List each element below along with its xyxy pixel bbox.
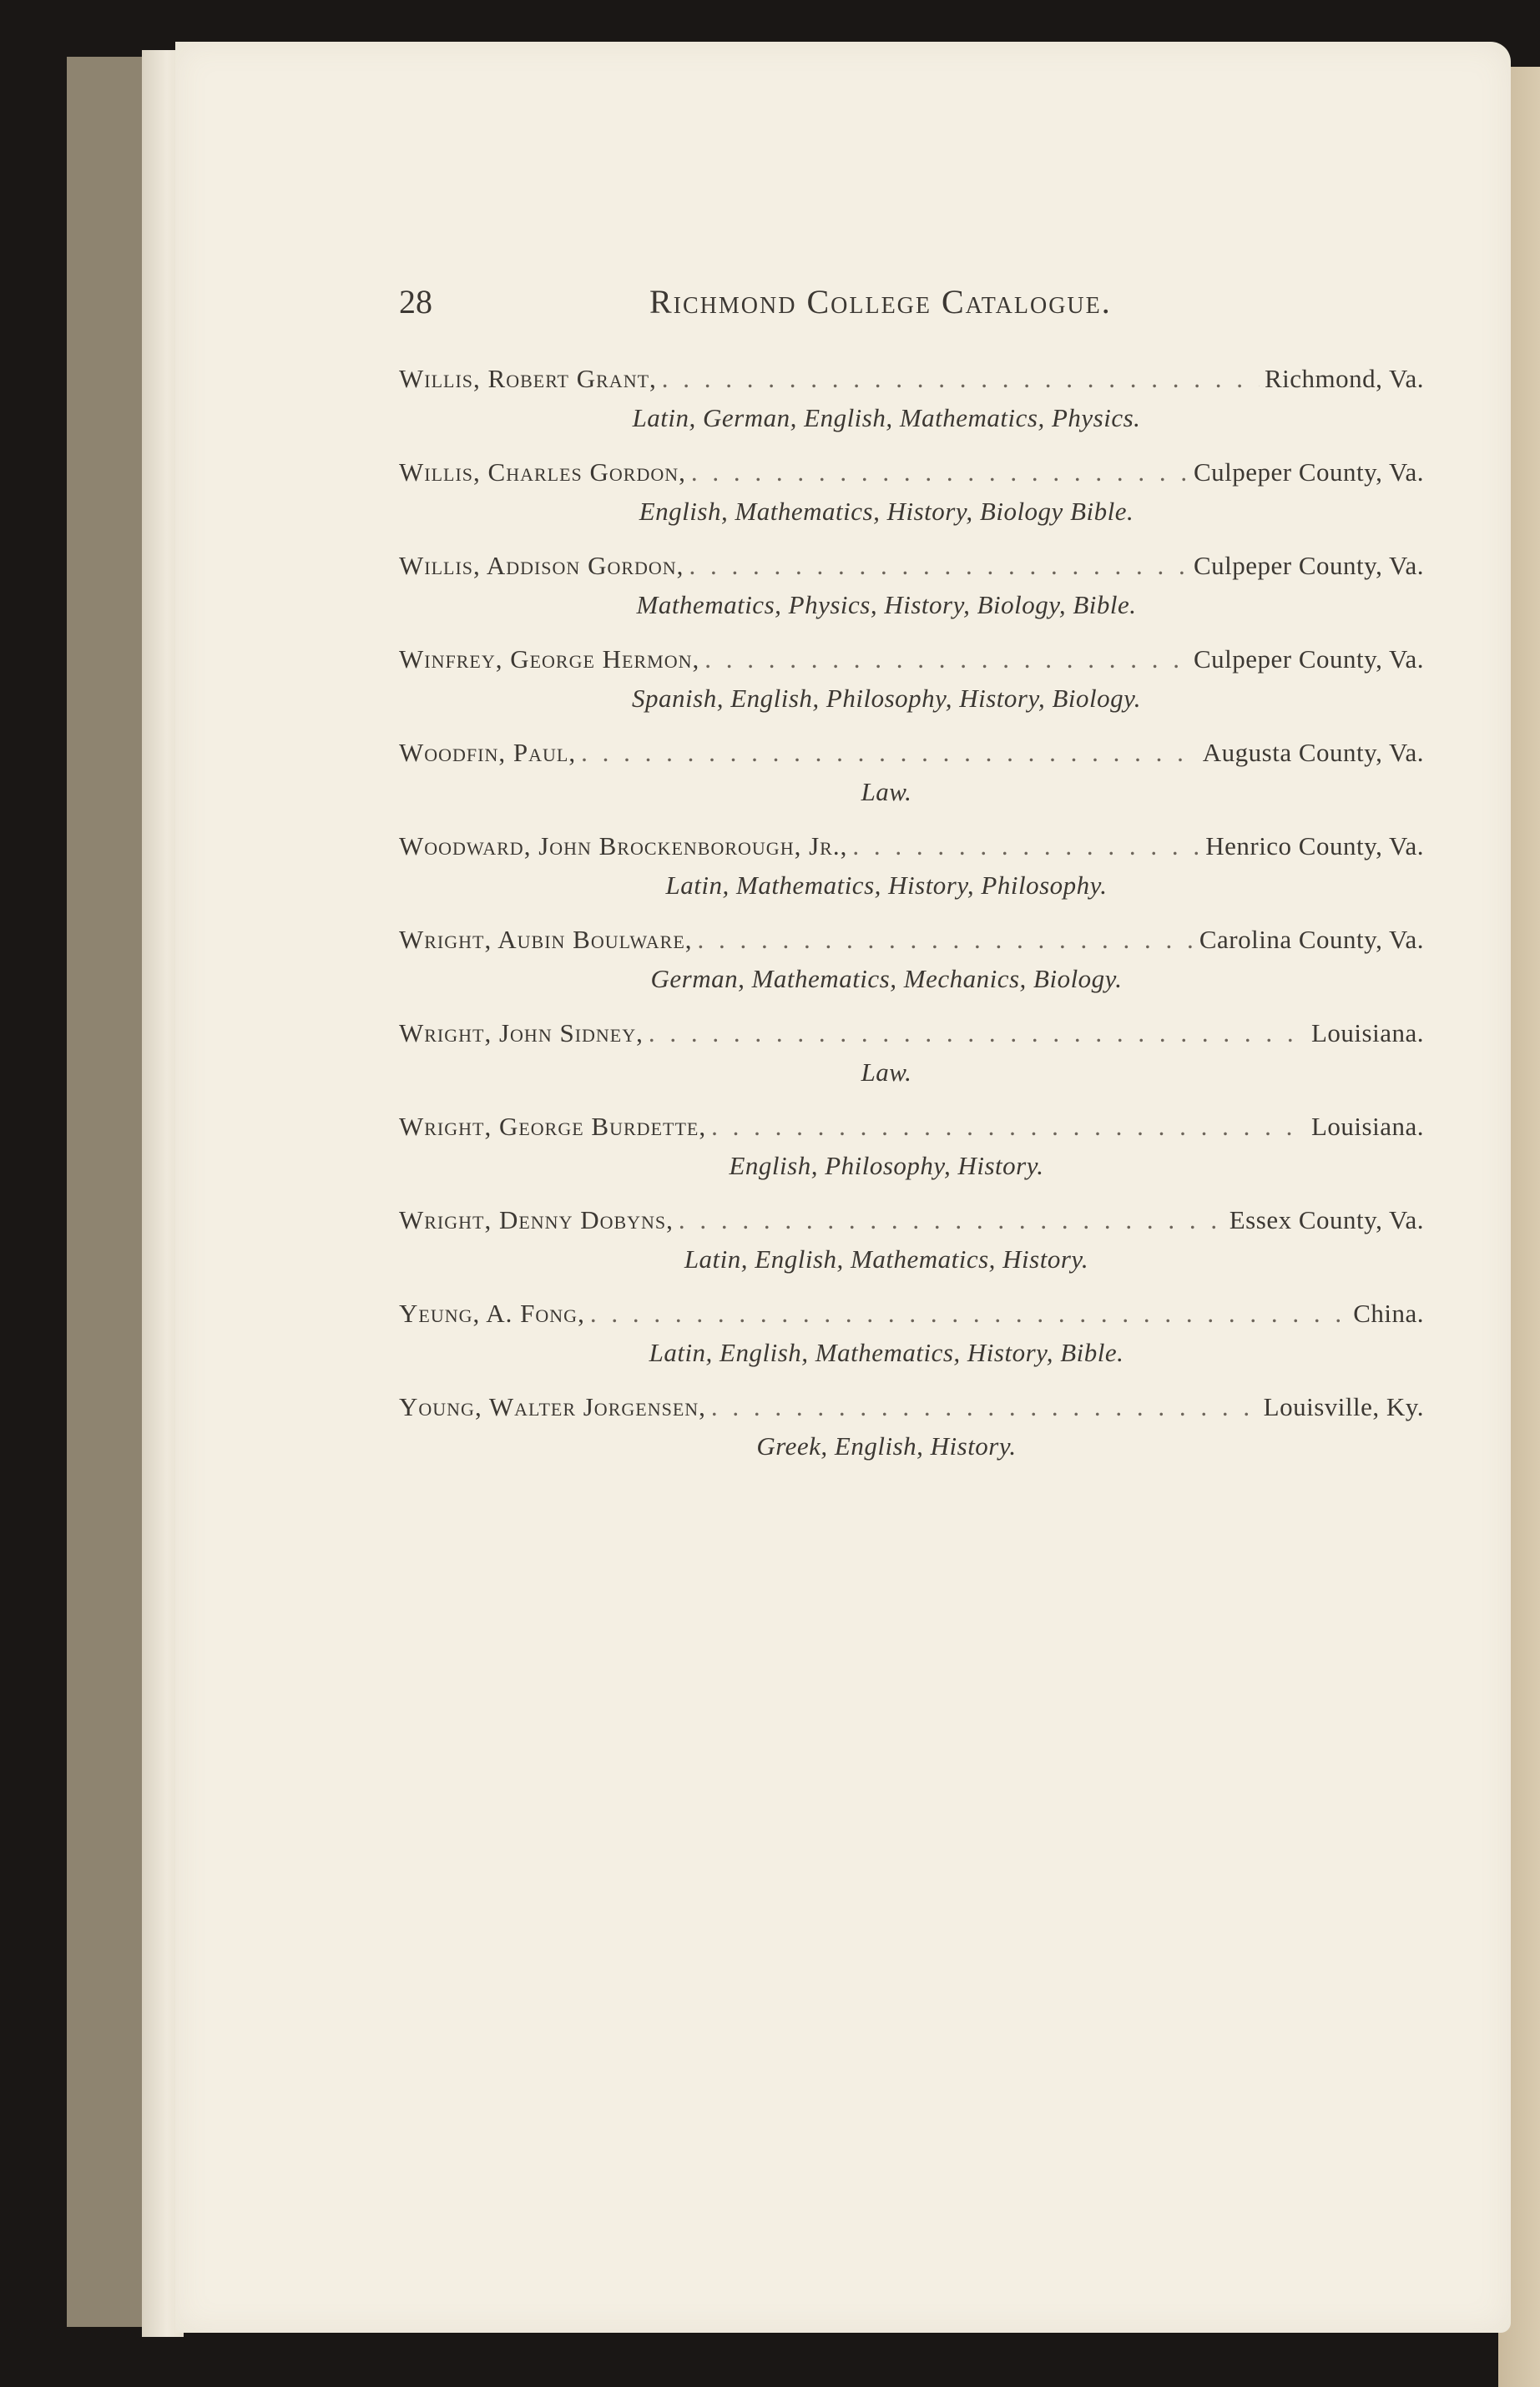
student-subjects: Latin, English, Mathematics, History, Bible. (649, 1338, 1124, 1367)
page-number: 28 (399, 283, 432, 320)
student-residence: Carolina County, Va. (1199, 925, 1424, 954)
student-subjects: Spanish, English, Philosophy, History, Biology. (632, 684, 1141, 713)
student-subjects: Mathematics, Physics, History, Biology, Bible. (636, 590, 1137, 619)
dot-leader (704, 639, 1189, 679)
dot-leader (649, 1013, 1306, 1053)
running-head: Richmond College Catalogue. (649, 283, 1112, 320)
student-entry (399, 1294, 1424, 1372)
student-residence: Louisville, Ky. (1263, 1392, 1424, 1421)
student-name: Woodward, John Brockenborough, Jr., (399, 831, 848, 860)
student-residence: Culpeper County, Va. (1193, 551, 1424, 580)
student-residence: Henrico County, Va. (1205, 831, 1424, 860)
student-name: Winfrey, George Hermon, (399, 644, 700, 674)
dot-leader (662, 359, 1260, 399)
dot-leader (852, 826, 1200, 866)
dot-leader (711, 1107, 1306, 1147)
student-residence: Essex County, Va. (1229, 1205, 1424, 1234)
student-entry (399, 452, 1424, 531)
dot-leader (711, 1387, 1259, 1427)
student-entry (399, 639, 1424, 718)
student-list (399, 359, 1424, 1481)
student-subjects: Latin, German, English, Mathematics, Physics. (632, 403, 1141, 432)
student-name: Yeung, A. Fong, (399, 1299, 585, 1328)
student-residence: Louisiana. (1311, 1112, 1424, 1141)
student-subjects: English, Mathematics, History, Biology Bible. (639, 497, 1134, 526)
student-entry (399, 1387, 1424, 1466)
student-entry (399, 920, 1424, 998)
student-name: Young, Walter Jorgensen, (399, 1392, 706, 1421)
student-subjects: Latin, Mathematics, History, Philosophy. (665, 871, 1108, 900)
student-entry (399, 733, 1424, 811)
student-subjects: German, Mathematics, Mechanics, Biology. (650, 964, 1123, 993)
student-residence: Culpeper County, Va. (1193, 457, 1424, 487)
student-entry (399, 546, 1424, 624)
dot-leader (689, 546, 1189, 586)
dot-leader (691, 452, 1189, 492)
student-residence: Augusta County, Va. (1202, 738, 1424, 767)
student-entry (399, 359, 1424, 437)
dot-leader (590, 1294, 1348, 1334)
student-residence: Culpeper County, Va. (1193, 644, 1424, 674)
student-entry (399, 826, 1424, 905)
student-subjects: Law. (861, 777, 912, 806)
dot-leader (698, 920, 1194, 960)
student-residence: China. (1353, 1299, 1424, 1328)
student-subjects: Latin, English, Mathematics, History. (684, 1244, 1089, 1274)
student-entry (399, 1107, 1424, 1185)
student-name: Wright, George Burdette, (399, 1112, 707, 1141)
student-subjects: Law. (861, 1057, 912, 1087)
student-name: Willis, Charles Gordon, (399, 457, 686, 487)
student-name: Wright, Denny Dobyns, (399, 1205, 674, 1234)
student-name: Wright, Aubin Boulware, (399, 925, 693, 954)
student-name: Woodfin, Paul, (399, 738, 577, 767)
student-name: Willis, Addison Gordon, (399, 551, 684, 580)
student-entry (399, 1200, 1424, 1279)
student-subjects: English, Philosophy, History. (729, 1151, 1044, 1180)
student-subjects: Greek, English, History. (756, 1431, 1017, 1461)
dot-leader (679, 1200, 1224, 1240)
page-header (399, 282, 1184, 332)
student-residence: Louisiana. (1311, 1018, 1424, 1047)
student-residence: Richmond, Va. (1264, 364, 1424, 393)
student-entry (399, 1013, 1424, 1092)
dot-leader (581, 733, 1198, 773)
student-name: Willis, Robert Grant, (399, 364, 657, 393)
student-name: Wright, John Sidney, (399, 1018, 644, 1047)
